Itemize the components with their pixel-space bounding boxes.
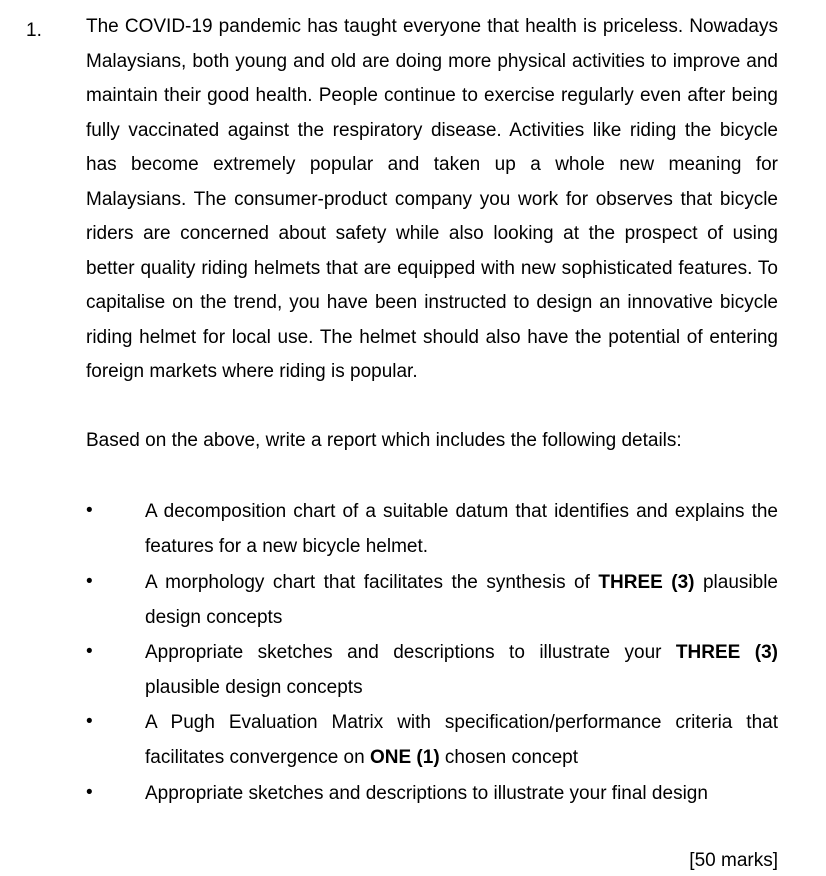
bullet-icon: • bbox=[86, 641, 93, 662]
list-item bbox=[86, 705, 778, 775]
list-item bbox=[86, 776, 778, 811]
bullet-icon: • bbox=[86, 711, 93, 732]
list-item-text: A decomposition chart of a suitable datum that identifies and explains the features for a new bicycle helmet. bbox=[145, 501, 778, 557]
marks-label: [50 marks] bbox=[689, 850, 778, 871]
bullet-icon: • bbox=[86, 500, 93, 521]
question-number: 1. bbox=[26, 20, 42, 41]
bullet-icon: • bbox=[86, 571, 93, 592]
list-item-text: A Pugh Evaluation Matrix with specification/performance criteria that facilitates convergence on ONE (1) chosen concept bbox=[145, 712, 778, 768]
list-item bbox=[86, 635, 778, 705]
list-item bbox=[86, 565, 778, 635]
list-item-text: Appropriate sketches and descriptions to illustrate your final design bbox=[145, 783, 708, 804]
bullet-icon: • bbox=[86, 782, 93, 803]
list-item bbox=[86, 494, 778, 564]
question-paragraph: The COVID-19 pandemic has taught everyone that health is priceless. Nowadays Malaysians, both young and old are doing more physical activities to improve and maintain their good health. People continue to exercise regularly even after being fully vaccinated against the respiratory disease. Activities like riding the bicycle has become extremely popular and taken up a whole new meaning for Malaysians. The consumer-product company you work for observes that bicycle riders are concerned about safety while also looking at the prospect of using better quality riding helmets that are equipped with new sophisticated features. To capitalise on the trend, you have been instructed to design an innovative bicycle riding helmet for local use. The helmet should also have the potential of entering foreign markets where riding is popular. bbox=[86, 16, 778, 382]
instructions-intro: Based on the above, write a report which includes the following details: bbox=[86, 430, 682, 451]
list-item-text: A morphology chart that facilitates the synthesis of THREE (3) plausible design concepts bbox=[145, 572, 778, 628]
list-item-text: Appropriate sketches and descriptions to illustrate your THREE (3) plausible design concepts bbox=[145, 642, 778, 698]
